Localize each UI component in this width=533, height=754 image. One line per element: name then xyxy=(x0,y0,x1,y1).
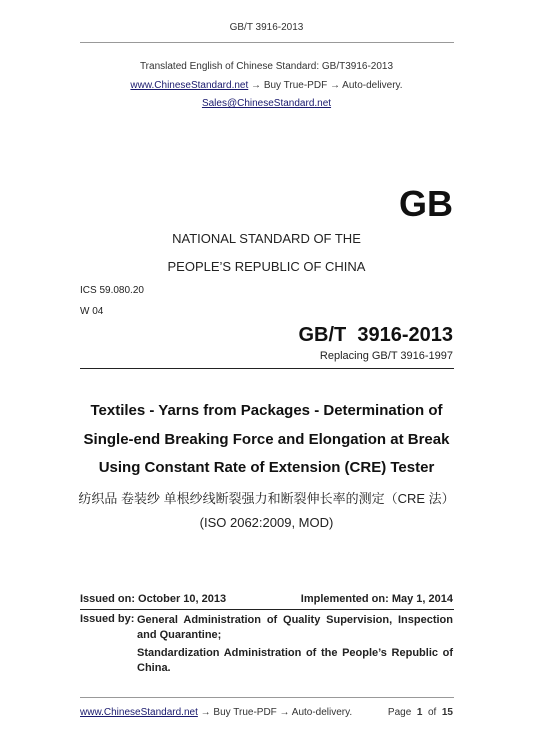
iso-reference: (ISO 2062:2009, MOD) xyxy=(199,515,334,530)
title-line-2: Single-end Breaking Force and Elongation at Break xyxy=(83,431,450,448)
issued-by-label: Issued by: xyxy=(80,613,135,625)
banner-email-line xyxy=(0,98,533,109)
page-indicator xyxy=(388,707,453,718)
banner-title: Translated English of Chinese Standard: GB/T3916-2013 xyxy=(139,61,394,72)
footer-purchase-line xyxy=(80,707,352,718)
title-chinese: 纺织品 卷装纱 单根纱线断裂强力和断裂伸长率的测定（CRE 法） xyxy=(78,491,455,506)
standard-number: GB/T 3916-2013 xyxy=(298,324,453,346)
gb-mark: GB xyxy=(399,183,453,224)
header-divider xyxy=(80,42,454,43)
running-header: GB/T 3916-2013 xyxy=(229,22,304,33)
issued-date: Issued on: October 10, 2013 xyxy=(80,593,227,605)
dates-divider xyxy=(80,609,454,610)
ics-code: ICS 59.080.20 xyxy=(80,285,144,296)
replacing-note: Replacing GB/T 3916-1997 xyxy=(319,350,453,362)
email-link[interactable]: Sales@ChineseStandard.net xyxy=(201,98,332,109)
issuer-sac: Standardization Administration of the People’s Republic of China. xyxy=(137,647,453,674)
banner-purchase-line xyxy=(0,80,533,91)
footer-purchase-text: → Buy True-PDF → Auto-delivery. xyxy=(200,707,353,718)
issuer-aqsiq: General Administration of Quality Supervision, Inspection and Quarantine; xyxy=(137,614,453,641)
number-divider xyxy=(80,368,454,369)
title-line-3: Using Constant Rate of Extension (CRE) Tester xyxy=(98,459,435,476)
authority-line-2: PEOPLE’S REPUBLIC OF CHINA xyxy=(167,259,366,274)
page-word: Page xyxy=(387,707,412,718)
page-current: 1 xyxy=(416,707,423,718)
implemented-date: Implemented on: May 1, 2014 xyxy=(300,593,453,605)
purchase-text: → Buy True-PDF → Auto-delivery. xyxy=(251,80,403,91)
footer-divider xyxy=(80,697,454,698)
authority-line-1: NATIONAL STANDARD OF THE xyxy=(172,231,361,246)
page-total: 15 xyxy=(441,707,453,718)
classification-code: W 04 xyxy=(80,306,104,317)
page-of: of xyxy=(427,707,437,718)
title-line-1: Textiles - Yarns from Packages - Determination of xyxy=(90,402,443,419)
footer-site-link[interactable]: www.ChineseStandard.net xyxy=(80,707,198,718)
site-link[interactable]: www.ChineseStandard.net xyxy=(130,80,249,91)
